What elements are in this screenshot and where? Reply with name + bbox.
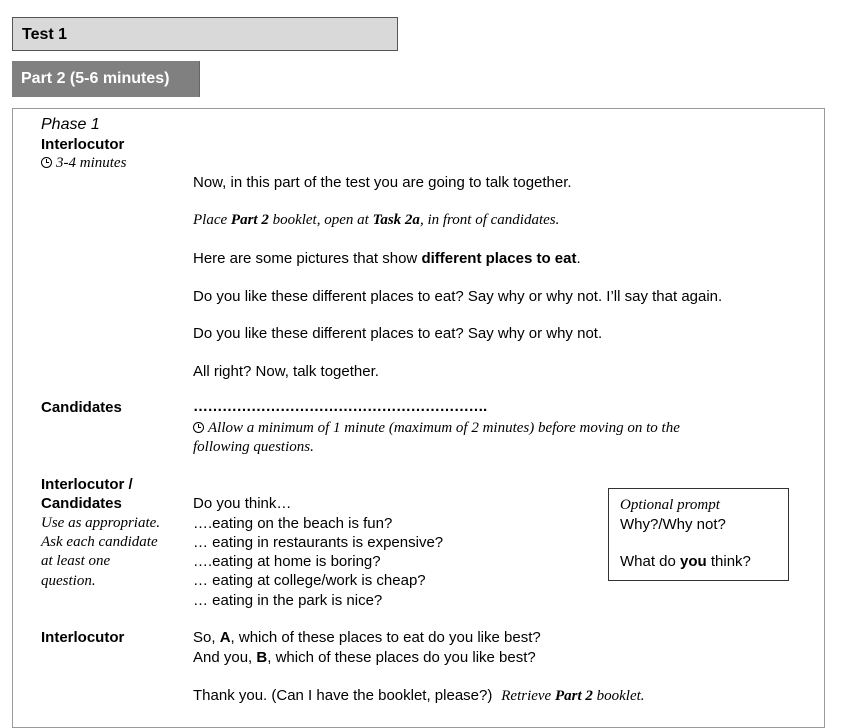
note-text: Allow a minimum of 1 minute (maximum of 2 minutes) before moving on to the xyxy=(208,420,680,436)
text: , in front of candidates. xyxy=(419,212,560,228)
candidate-a: A xyxy=(219,629,231,646)
text: So, xyxy=(193,629,220,646)
candidate-b: B xyxy=(256,649,268,666)
text: , which of these places to eat do you like best? xyxy=(230,629,541,646)
text: . xyxy=(576,250,581,267)
duration-text: 3-4 minutes xyxy=(56,155,127,171)
optional-prompt-line-2 xyxy=(620,553,751,570)
test-title-bar xyxy=(12,17,398,51)
question-item: … eating in restaurants is expensive? xyxy=(193,534,444,551)
intro-instruction xyxy=(193,212,559,229)
role-candidates: Candidates xyxy=(41,399,122,416)
guidance-line: Use as appropriate. xyxy=(41,515,161,531)
closing-line-2 xyxy=(193,649,536,666)
intro-line-6: All right? Now, talk together. xyxy=(193,363,379,380)
guidance-line: question. xyxy=(41,573,96,589)
optional-prompt-line-1: Why?/Why not? xyxy=(620,516,726,533)
closing-line-3 xyxy=(193,687,645,705)
intro-line-4: Do you like these different places to eat? Say why or why not. I’ll say that again. xyxy=(193,288,723,305)
retrieve-instruction xyxy=(501,688,644,704)
booklet-name: Part 2 xyxy=(230,212,269,228)
optional-prompt-box xyxy=(608,488,789,581)
intro-line-5: Do you like these different places to eat? Say why or why not. xyxy=(193,325,603,342)
text: think? xyxy=(706,553,751,570)
role-interlocutor: Interlocutor xyxy=(41,136,125,153)
role-interlocutor-candidates-1: Interlocutor / xyxy=(41,476,133,493)
question-lead: Do you think… xyxy=(193,495,292,512)
text: booklet, open at xyxy=(268,212,373,228)
part-title-bar xyxy=(12,61,200,97)
phase-duration xyxy=(41,155,126,172)
text: booklet. xyxy=(592,688,645,704)
intro-line-3 xyxy=(193,250,581,267)
emphasis: you xyxy=(680,553,707,570)
thanks-text: Thank you. (Can I have the booklet, please?) xyxy=(193,687,493,704)
closing-line-1 xyxy=(193,629,541,646)
role-interlocutor-closing: Interlocutor xyxy=(41,629,125,646)
text: Retrieve xyxy=(501,688,555,704)
part-title: Part 2 (5-6 minutes) xyxy=(21,70,170,87)
text: Here are some pictures that show xyxy=(193,250,422,267)
question-item: … eating at college/work is cheap? xyxy=(193,572,426,589)
role-interlocutor-candidates-2: Candidates xyxy=(41,495,122,512)
booklet-name: Part 2 xyxy=(554,688,593,704)
question-item: ….eating on the beach is fun? xyxy=(193,515,393,532)
question-item: ….eating at home is boring? xyxy=(193,553,381,570)
text: Place xyxy=(193,212,231,228)
text: What do xyxy=(620,553,681,570)
topic: different places to eat xyxy=(421,250,577,267)
clock-icon xyxy=(193,422,204,433)
response-dots: ……………………………………………………. xyxy=(193,398,487,415)
candidates-note-1 xyxy=(193,420,680,437)
optional-prompt-title: Optional prompt xyxy=(620,497,720,513)
text: And you, xyxy=(193,649,257,666)
test-title: Test 1 xyxy=(22,26,68,43)
guidance-line: at least one xyxy=(41,553,111,569)
question-item: … eating in the park is nice? xyxy=(193,592,383,609)
candidates-note-2: following questions. xyxy=(193,439,314,455)
intro-line-1: Now, in this part of the test you are going to talk together. xyxy=(193,174,572,191)
guidance-line: Ask each candidate xyxy=(41,534,158,550)
phase-label: Phase 1 xyxy=(41,116,100,133)
task-name: Task 2a xyxy=(372,212,420,228)
text: , which of these places do you like best? xyxy=(267,649,536,666)
clock-icon xyxy=(41,157,52,168)
